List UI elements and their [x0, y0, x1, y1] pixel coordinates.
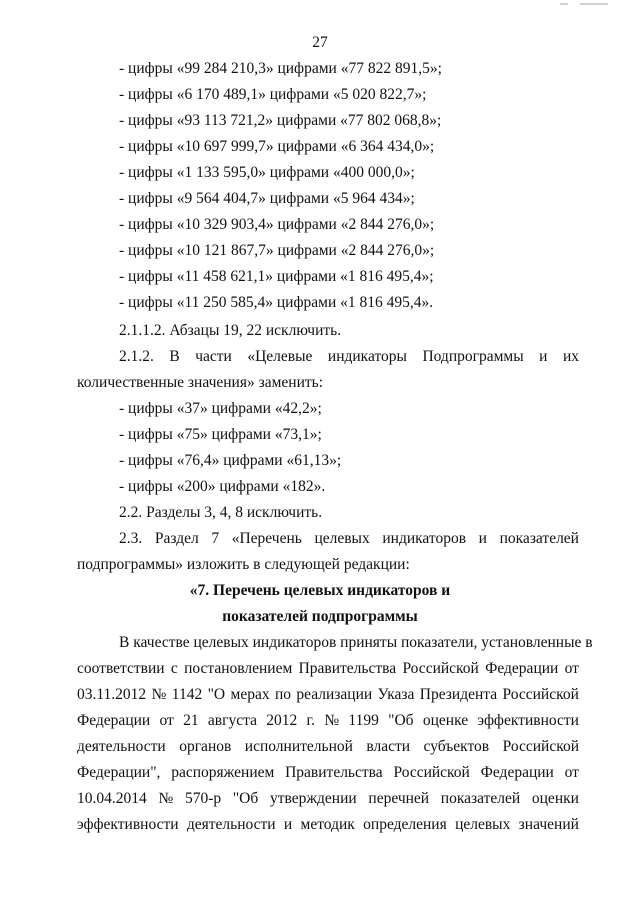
amendment-line: - цифры «200» цифрами «182».: [119, 478, 326, 495]
word: 03.11.2012: [77, 686, 147, 703]
word: реализации: [296, 686, 373, 703]
word: Указа: [377, 686, 415, 703]
word: 7: [211, 530, 220, 547]
amendment-line: - цифры «11 250 585,4» цифрами «1 816 495,4».: [119, 294, 434, 311]
amendment-line: - цифры «9 564 404,7» цифрами «5 964 434»;: [119, 190, 415, 207]
word: от: [564, 660, 579, 677]
paragraph-2-3-line1: [119, 530, 579, 548]
amendment-line: - цифры «11 458 621,1» цифрами «1 816 495,4»;: [119, 268, 434, 285]
body-line: [77, 712, 579, 730]
word: Федерации",: [77, 764, 161, 781]
word: Правительства: [298, 660, 397, 677]
word: власти: [366, 738, 411, 755]
word: эффективности: [77, 816, 179, 833]
body-line: [77, 660, 579, 678]
word: №: [158, 790, 174, 807]
body-paragraph-first-line: В качестве целевых индикаторов приняты показатели, установленные в: [119, 634, 593, 651]
word: с: [170, 660, 178, 677]
amendment-line: - цифры «10 329 903,4» цифрами «2 844 276,0»;: [119, 216, 435, 233]
word: целевых: [455, 816, 511, 833]
word: Правительства: [285, 764, 383, 781]
word: Российской: [502, 738, 579, 755]
word: по: [274, 686, 292, 703]
word: распоряжением: [171, 764, 275, 781]
amendment-line: - цифры «10 121 867,7» цифрами «2 844 276,0»;: [119, 242, 435, 259]
scan-mark: [560, 3, 568, 5]
body-line: [77, 686, 579, 704]
page-number: 27: [312, 34, 328, 51]
word: "Об: [388, 712, 414, 729]
paragraph-2-1-2-line1: [119, 348, 579, 366]
word: части: [195, 348, 232, 365]
word: органов: [179, 738, 232, 755]
word: Российской: [393, 764, 470, 781]
body-line: [77, 816, 579, 834]
paragraph-2-1-2-line2: количественные значения» заменить:: [77, 374, 324, 391]
amendment-line: - цифры «6 170 489,1» цифрами «5 020 822,7»;: [119, 86, 427, 103]
amendment-line: - цифры «75» цифрами «73,1»;: [119, 426, 322, 443]
word: Раздел: [154, 530, 199, 547]
word: Федерации: [77, 712, 151, 729]
word: «Целевые: [247, 348, 313, 365]
word: "О: [207, 686, 226, 703]
word: показателей: [499, 530, 579, 547]
section-heading-line1: «7. Перечень целевых индикаторов и: [189, 582, 451, 599]
body-line: [77, 738, 579, 756]
amendment-line: - цифры «99 284 210,3» цифрами «77 822 891,5»;: [119, 60, 442, 77]
word: показателей: [440, 790, 521, 807]
word: и: [539, 348, 548, 365]
amendment-line: - цифры «93 113 721,2» цифрами «77 802 068,8»;: [119, 112, 442, 129]
amendment-line: - цифры «10 697 999,7» цифрами «6 364 434,0»;: [119, 138, 435, 155]
word: и: [478, 530, 487, 547]
paragraph-2-2: 2.2. Разделы 3, 4, 8 исключить.: [119, 504, 323, 521]
word: мерах: [230, 686, 270, 703]
word: Подпрограммы: [422, 348, 524, 365]
word: значений: [518, 816, 579, 833]
word: 1199: [348, 712, 379, 729]
word: и: [283, 816, 293, 833]
word: постановлением: [184, 660, 293, 677]
paragraph-2-3-line2: подпрограммы» изложить в следующей редакции:: [77, 556, 410, 573]
word: перечней: [368, 790, 430, 807]
word: от: [564, 764, 579, 781]
word: 570-р: [184, 790, 222, 807]
word: 2012: [266, 712, 298, 729]
word: Президента: [419, 686, 498, 703]
word: Российской: [402, 660, 479, 677]
word: В: [169, 348, 180, 365]
word: оценке: [422, 712, 469, 729]
word: Федерации: [480, 764, 554, 781]
word: деятельности: [77, 738, 166, 755]
word: эффективности: [477, 712, 579, 729]
word: индикаторов: [382, 530, 467, 547]
word: "Об: [232, 790, 259, 807]
word: соответствии: [77, 660, 165, 677]
word: деятельности: [186, 816, 276, 833]
word: 2.3.: [119, 530, 143, 547]
body-line: [77, 790, 579, 808]
word: г.: [306, 712, 316, 729]
word: индикаторы: [327, 348, 407, 365]
word: 10.04.2014: [77, 790, 147, 807]
word: методик: [300, 816, 355, 833]
word: №: [324, 712, 340, 729]
word: 21: [183, 712, 199, 729]
word: утверждении: [269, 790, 357, 807]
word: №: [151, 686, 167, 703]
word: от: [159, 712, 174, 729]
amendment-line: - цифры «76,4» цифрами «61,13»;: [119, 452, 342, 469]
word: исполнительной: [244, 738, 353, 755]
scan-mark: [580, 3, 608, 5]
amendment-line: - цифры «1 133 595,0» цифрами «400 000,0»;: [119, 164, 415, 181]
word: определения: [363, 816, 447, 833]
word: 1142: [171, 686, 203, 703]
word: августа: [207, 712, 257, 729]
word: Федерации: [485, 660, 559, 677]
word: «Перечень: [231, 530, 302, 547]
word: целевых: [314, 530, 370, 547]
word: оценки: [531, 790, 579, 807]
section-heading-line2: показателей подпрограммы: [222, 608, 418, 625]
word: 2.1.2.: [119, 348, 154, 365]
amendment-line: - цифры «37» цифрами «42,2»;: [119, 400, 322, 417]
word: Российской: [502, 686, 579, 703]
paragraph-2-1-1-2: 2.1.1.2. Абзацы 19, 22 исключить.: [119, 322, 342, 339]
word: субъектов: [423, 738, 490, 755]
word: их: [562, 348, 579, 365]
body-line: [77, 764, 579, 782]
